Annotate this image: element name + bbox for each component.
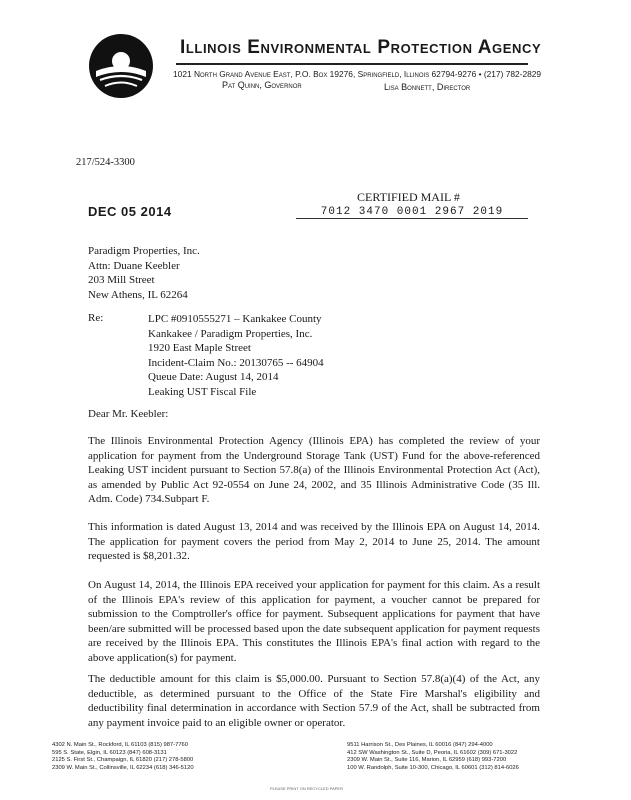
recipient-line: New Athens, IL 62264 [88, 288, 188, 301]
phone-number: 217/524-3300 [76, 157, 135, 168]
footer-office: 2125 S. First St., Champaign, IL 61820 (217) 278-5800 [52, 757, 194, 763]
re-line: Incident-Claim No.: 20130765 -- 64904 [148, 356, 324, 369]
body-paragraph-3: On August 14, 2014, the Illinois EPA received your application for payment for this claim. As a result of the Illinois EPA's review of this application for payment, a voucher cannot be prepared for submission to the Comptroller's office for payment. Subsequent applications for payment that have been/are submitted will be processed based upon the date subsequent application for payment requests are received by the Illinois EPA. This constitutes the Illinois EPA's final action with regard to the above application(s) for payment. [88, 579, 540, 664]
footer-offices-left [52, 742, 194, 772]
certified-mail-label: CERTIFIED MAIL # [357, 190, 460, 204]
re-block [148, 312, 324, 399]
footer-office: 100 W. Randolph, Suite 10-300, Chicago, IL 60601 (312) 814-6026 [347, 764, 519, 771]
re-line: LPC #0910555271 – Kankakee County [148, 313, 322, 325]
re-label: Re: [88, 312, 104, 324]
recycled-paper-note: PLEASE PRINT ON RECYCLED PAPER [270, 786, 343, 791]
footer-office: 595 S. State, Elgin, IL 60123 (847) 608-3131 [52, 749, 167, 756]
re-line: Leaking UST Fiscal File [148, 385, 257, 398]
footer-office: 412 SW Washington St., Suite D, Peoria, IL 61602 (309) 671-3022 [347, 749, 518, 756]
director-name: Lisa Bonnett, Director [384, 82, 471, 92]
footer-office: 2309 W. Main St., Collinsville, IL 62234 (618) 346-5120 [52, 764, 194, 771]
letterhead-rule [176, 63, 528, 65]
governor-name: Pat Quinn, Governor [222, 80, 302, 90]
re-line: Queue Date: August 14, 2014 [148, 371, 279, 383]
salutation: Dear Mr. Keebler: [88, 408, 169, 420]
footer-offices-right [347, 742, 519, 772]
certified-mail-number: 7012 3470 0001 2967 2019 [296, 206, 528, 219]
footer-office: 4302 N. Main St., Rockford, IL 61103 (815) 987-7760 [52, 742, 188, 748]
agency-seal-logo [88, 33, 154, 99]
agency-name: Illinois Environmental Protection Agency [180, 37, 542, 58]
re-line: Kankakee / Paradigm Properties, Inc. [148, 327, 313, 340]
recipient-address [88, 244, 200, 302]
footer-office: 2309 W. Main St., Suite 116, Marion, IL 62959 (618) 993-7200 [347, 757, 507, 763]
recipient-line: Paradigm Properties, Inc. [88, 245, 200, 257]
date-stamp: DEC 05 2014 [88, 204, 172, 219]
recipient-line: 203 Mill Street [88, 274, 155, 286]
body-paragraph-4: The deductible amount for this claim is $5,000.00. Pursuant to Section 57.8(a)(4) of the Act, any deductible, as determined pursuant to the Office of the State Fire Marshal's eligibility and deductibility final determination in accordance with Section 57.9 of the Act, shall be subtracted from any payment invoice paid to an eligible owner or operator. [88, 673, 540, 729]
body-paragraph-1: The Illinois Environmental Protection Agency (Illinois EPA) has completed the review of your application for payment from the Underground Storage Tank (UST) Fund for the above-referenced Leaking UST incident pursuant to Section 57.8(a) of the Illinois Environmental Protection Act (Act), as amended by Public Act 92-0554 on June 24, 2002, and 35 Illinois Administrative Code (35 Ill. Adm. Code) 734.Subpart F. [88, 435, 540, 505]
recipient-line: Attn: Duane Keebler [88, 259, 180, 272]
footer-office: 9511 Harrison St., Des Plaines, IL 60016 (847) 294-4000 [347, 742, 493, 748]
agency-address: 1021 North Grand Avenue East, P.O. Box 19276, Springfield, Illinois 62794-9276 • (217) 782-2829 [173, 69, 542, 79]
re-line: 1920 East Maple Street [148, 342, 251, 354]
body-paragraph-2: This information is dated August 13, 2014 and was received by the Illinois EPA on August 14, 2014. The application for payment covers the period from May 2, 2014 to June 25, 2014. The amount requested is $8,201.32. [88, 521, 540, 562]
